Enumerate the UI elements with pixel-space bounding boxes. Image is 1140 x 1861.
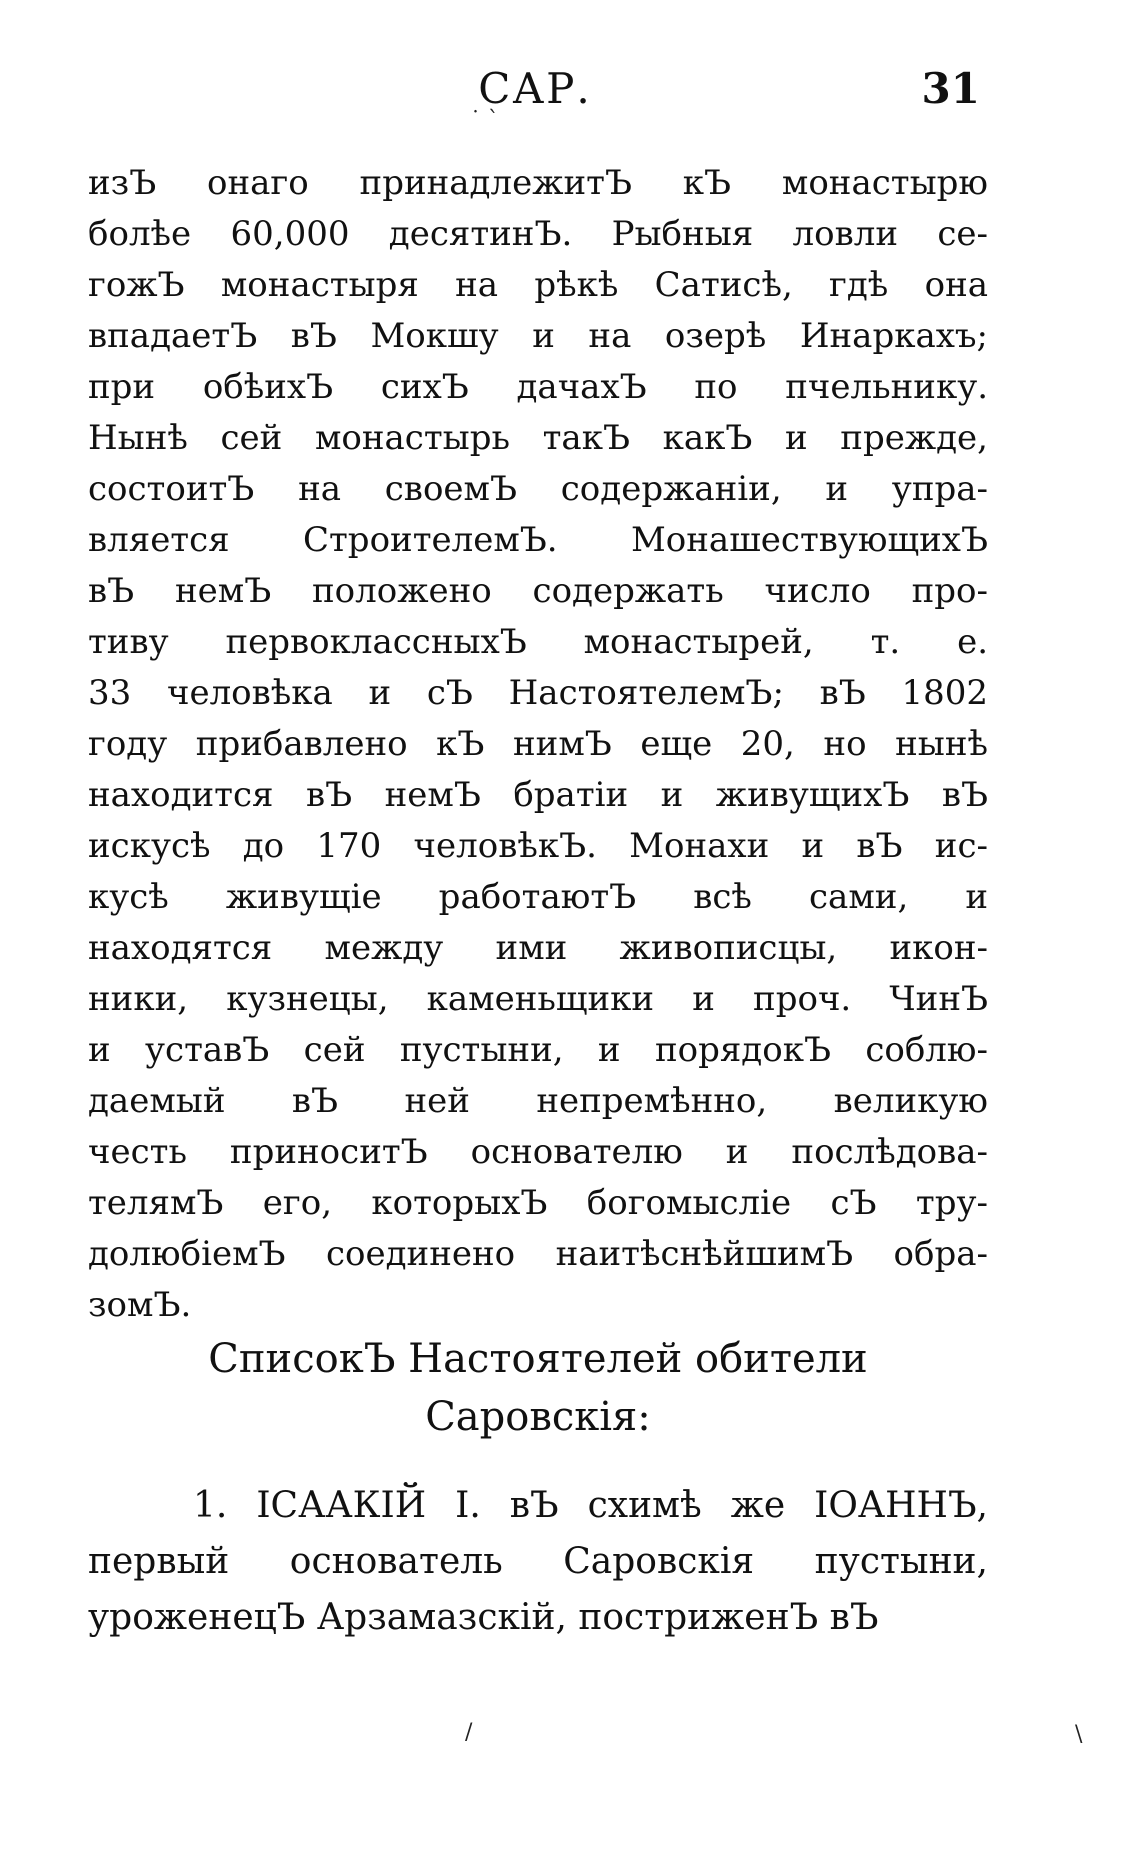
text-line: кусѣ живущiе работаютЪ всѣ сами, и <box>88 877 988 917</box>
text-line: и уставЪ сей пустыни, и порядокЪ соблю- <box>88 1030 988 1070</box>
text-line: впадаетЪ вЪ Мокшу и на озерѣ Инаркахъ; <box>88 316 988 356</box>
text-line: болѣе 60,000 десятинЪ. Рыбныя ловли се- <box>88 214 988 254</box>
text-line: состоитЪ на своемЪ содержанiи, и упра- <box>88 469 988 509</box>
section-heading <box>88 1330 988 1446</box>
list-entry <box>88 1478 988 1646</box>
text-line: зомЪ. <box>88 1285 192 1325</box>
text-line: 33 человѣка и сЪ НастоятелемЪ; вЪ 1802 <box>88 673 988 713</box>
text-line: Нынѣ сей монастырь такЪ какЪ и прежде, <box>88 418 988 458</box>
print-speck: ˙ ˋ <box>470 108 499 133</box>
text-line: телямЪ его, которыхЪ богомыслiе сЪ тру- <box>88 1183 988 1223</box>
text-line: находятся между ими живописцы, икон- <box>88 928 988 968</box>
entry-line: 1. IСААКIЙ I. вЪ схимѣ же IОАННЪ, <box>193 1485 988 1526</box>
text-line: вляется СтроителемЪ. МонашествующихЪ <box>88 520 988 560</box>
page-number: 31 <box>921 64 980 113</box>
main-paragraph <box>88 158 988 1331</box>
text-line: при обѣихЪ сихЪ дачахЪ по пчельнику. <box>88 367 988 407</box>
text-line: вЪ немЪ положено содержать число про- <box>88 571 988 611</box>
text-line: изЪ онаго принадлежитЪ кЪ монастырю <box>88 163 988 203</box>
text-line: тиву первоклассныхЪ монастырей, т. е. <box>88 622 988 662</box>
text-line: ники, кузнецы, каменьщики и проч. ЧинЪ <box>88 979 988 1019</box>
text-line: честь приноситЪ основателю и послѣдова- <box>88 1132 988 1172</box>
running-head <box>90 64 980 124</box>
text-line: году прибавлено кЪ нимЪ еще 20, но нынѣ <box>88 724 988 764</box>
text-line: находится вЪ немЪ братiи и живущихЪ вЪ <box>88 775 988 815</box>
print-speck: \ <box>1075 1722 1083 1747</box>
text-line: гожЪ монастыря на рѣкѣ Сатисѣ, гдѣ она <box>88 265 988 305</box>
section-heading-line: СписокЪ Настоятелей обители <box>208 1336 868 1382</box>
running-title: САР. <box>478 64 592 113</box>
print-speck: / <box>465 1720 473 1745</box>
text-line: искусѣ до 170 человѣкЪ. Монахи и вЪ ис- <box>88 826 988 866</box>
section-heading-line: Саровскiя: <box>425 1394 651 1440</box>
text-line: даемый вЪ ней непремѣнно, великую <box>88 1081 988 1121</box>
text-line: долюбiемЪ соединено наитѣснѣйшимЪ обра- <box>88 1234 988 1274</box>
entry-line: уроженецЪ Арзамазскiй, постриженЪ вЪ <box>88 1597 879 1638</box>
entry-line: первый основатель Саровскiя пустыни, <box>88 1541 988 1582</box>
